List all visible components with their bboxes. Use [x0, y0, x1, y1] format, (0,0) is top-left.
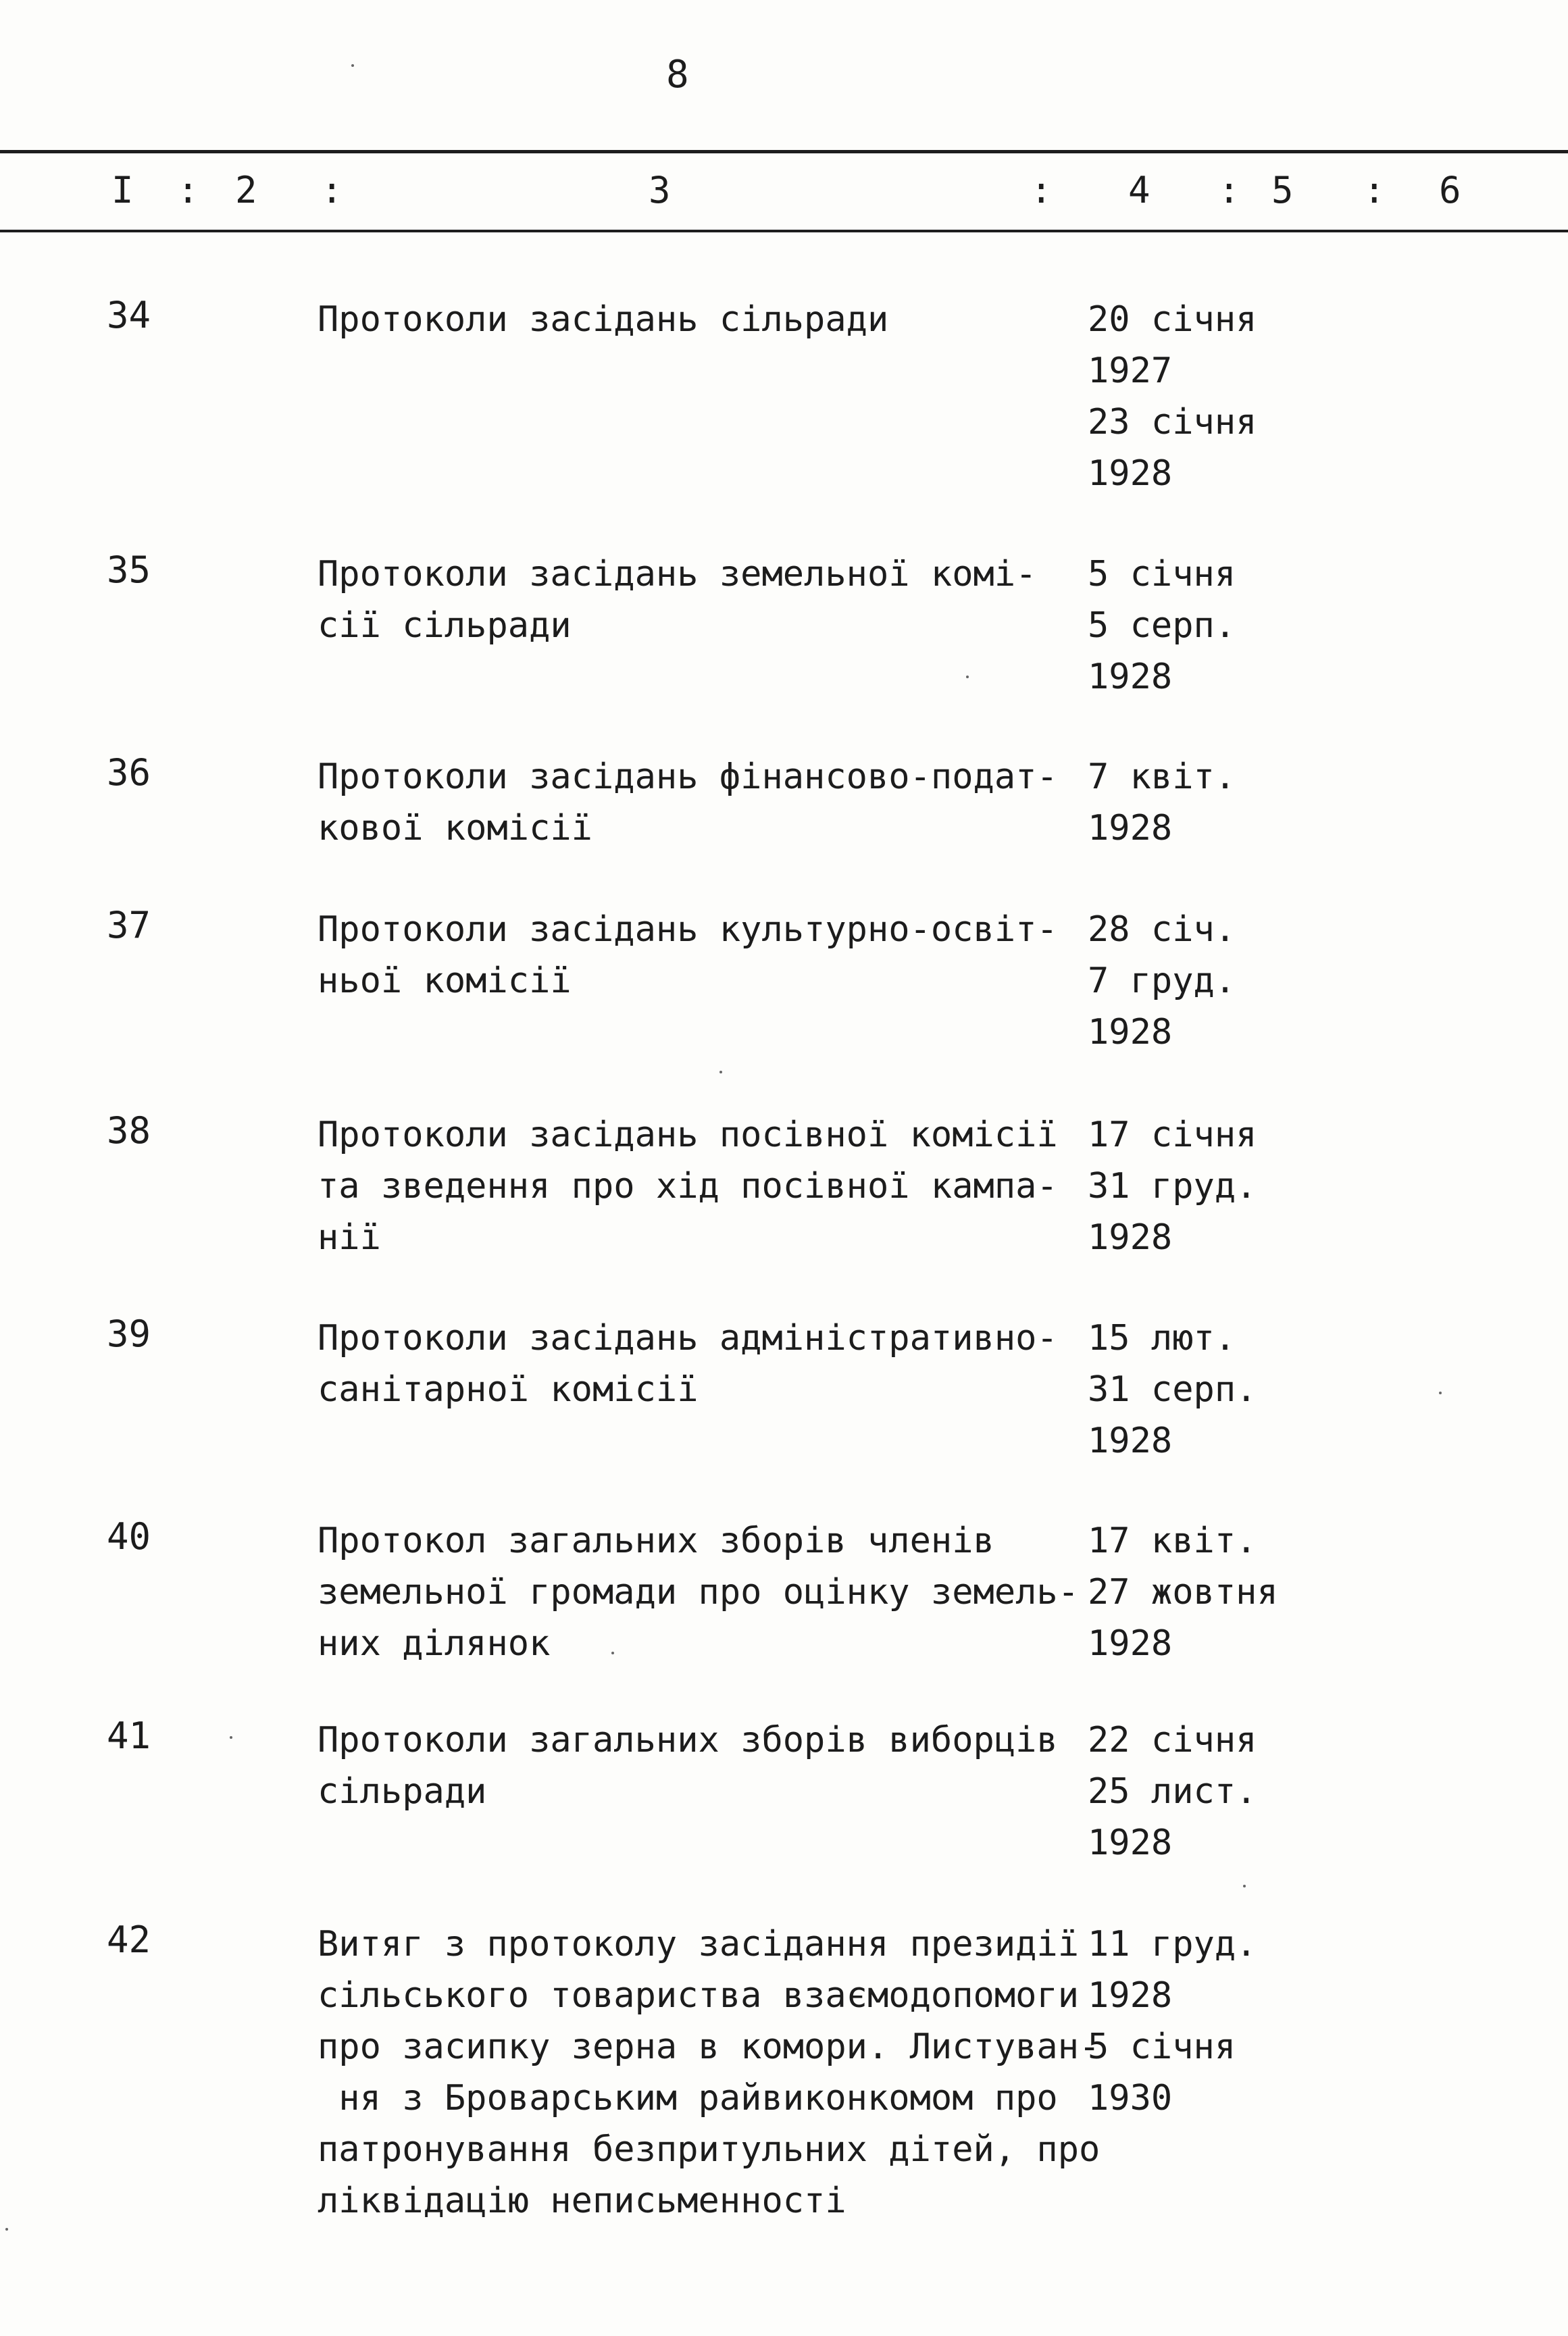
row-number: 36 — [107, 751, 151, 794]
title-line: сії сільради — [318, 605, 572, 646]
date-line: 7 квіт. — [1088, 757, 1236, 797]
column-separator: : — [1218, 169, 1240, 211]
column-header-4: 4 — [1128, 169, 1150, 211]
date-line: 1928 — [1088, 1012, 1173, 1052]
date-line: 23 січня — [1088, 402, 1257, 442]
date-line: 22 січня — [1088, 1720, 1257, 1760]
date-line: 27 жовтня — [1088, 1572, 1278, 1613]
date-line: 1927 — [1088, 351, 1173, 391]
row-number: 42 — [107, 1919, 151, 1961]
row-title — [318, 1919, 1101, 2227]
row-title — [318, 1109, 1094, 1263]
scan-speck — [1243, 1885, 1246, 1887]
row-number: 40 — [107, 1515, 151, 1558]
date-line: 1928 — [1088, 453, 1173, 494]
date-line: 1928 — [1088, 1975, 1173, 2016]
title-line: сільського товариства взаємодопомоги — [318, 1975, 1080, 2016]
column-separator: : — [1363, 169, 1386, 211]
scan-speck — [351, 64, 354, 67]
date-line: 1928 — [1088, 808, 1173, 848]
row-title — [318, 1313, 1094, 1415]
date-line: 11 груд. — [1088, 1924, 1257, 1964]
title-line: Протоколи засідань земельної комі- — [318, 554, 1037, 594]
date-line: 5 січня — [1088, 2027, 1236, 2067]
title-line: Протоколи засідань культурно-освіт- — [318, 909, 1058, 950]
date-line: 1928 — [1088, 1217, 1173, 1258]
row-number: 34 — [107, 294, 151, 336]
title-line: про засипку зерна в комори. Листуван- — [318, 2027, 1101, 2067]
title-line: санітарної комісії — [318, 1369, 699, 1410]
date-line: 1928 — [1088, 1623, 1173, 1664]
row-dates — [1088, 904, 1236, 1058]
row-dates — [1088, 1109, 1257, 1263]
title-line: Витяг з протоколу засідання президії — [318, 1924, 1080, 1964]
date-line: 5 серп. — [1088, 605, 1236, 646]
date-line: 1930 — [1088, 2078, 1173, 2118]
title-line: кової комісії — [318, 808, 592, 848]
column-separator: : — [177, 169, 199, 211]
date-line: 15 лют. — [1088, 1318, 1236, 1359]
title-line: Протоколи засідань адміністративно- — [318, 1318, 1058, 1359]
scan-speck — [719, 1071, 722, 1073]
date-line: 1928 — [1088, 657, 1173, 697]
column-header-row — [0, 169, 1568, 216]
title-line: ньої комісії — [318, 961, 572, 1001]
row-number: 39 — [107, 1313, 151, 1355]
scan-speck — [5, 2228, 8, 2231]
row-title — [318, 1515, 1094, 1669]
header-top-rule — [0, 150, 1568, 153]
date-line: 31 серп. — [1088, 1369, 1257, 1410]
row-dates — [1088, 1715, 1257, 1869]
date-line: 17 січня — [1088, 1115, 1257, 1155]
date-line: 20 січня — [1088, 299, 1257, 340]
title-line: ліквідацію неписьменності — [318, 2181, 846, 2221]
row-title — [318, 751, 1094, 854]
row-dates — [1088, 549, 1236, 703]
date-line: 1928 — [1088, 1823, 1173, 1863]
row-dates — [1088, 1515, 1278, 1669]
date-line: 31 груд. — [1088, 1166, 1257, 1207]
date-line: 7 груд. — [1088, 961, 1236, 1001]
title-line: ня з Броварським райвиконкомом про — [318, 2078, 1058, 2118]
row-number: 35 — [107, 549, 151, 591]
row-title — [318, 294, 1094, 345]
title-line: Протоколи загальних зборів виборців — [318, 1720, 1058, 1760]
scan-speck — [966, 676, 969, 678]
title-line: Протоколи засідань посівної комісії — [318, 1115, 1058, 1155]
row-number: 37 — [107, 904, 151, 946]
header-bottom-rule — [0, 230, 1568, 232]
column-separator: : — [321, 169, 343, 211]
row-dates — [1088, 1919, 1257, 2124]
row-number: 41 — [107, 1715, 151, 1757]
page-number: 8 — [666, 53, 689, 97]
column-header-6: 6 — [1439, 169, 1461, 211]
row-dates — [1088, 1313, 1257, 1467]
scan-speck — [611, 1652, 614, 1654]
date-line: 28 січ. — [1088, 909, 1236, 950]
date-line: 25 лист. — [1088, 1771, 1257, 1812]
column-header-5: 5 — [1271, 169, 1294, 211]
title-line: Протокол загальних зборів членів — [318, 1521, 994, 1561]
title-line: земельної громади про оцінку земель- — [318, 1572, 1080, 1613]
title-line: сільради — [318, 1771, 487, 1812]
scan-speck — [230, 1736, 232, 1739]
title-line: патронування безпритульних дітей, про — [318, 2129, 1101, 2170]
row-number: 38 — [107, 1109, 151, 1152]
column-header-3: 3 — [649, 169, 671, 211]
row-dates — [1088, 751, 1236, 854]
title-line: нії — [318, 1217, 381, 1258]
row-dates — [1088, 294, 1257, 499]
column-header-2: 2 — [235, 169, 257, 211]
date-line: 1928 — [1088, 1421, 1173, 1461]
date-line: 17 квіт. — [1088, 1521, 1257, 1561]
row-title — [318, 1715, 1094, 1817]
row-title — [318, 549, 1094, 651]
date-line: 5 січня — [1088, 554, 1236, 594]
scan-speck — [1439, 1392, 1442, 1394]
row-title — [318, 904, 1094, 1007]
column-separator: : — [1030, 169, 1053, 211]
title-line: та зведення про хід посівної кампа- — [318, 1166, 1058, 1207]
column-header-1: I — [111, 169, 134, 211]
title-line: Протоколи засідань фінансово-подат- — [318, 757, 1058, 797]
title-line: Протоколи засідань сільради — [318, 299, 889, 340]
title-line: них ділянок — [318, 1623, 551, 1664]
